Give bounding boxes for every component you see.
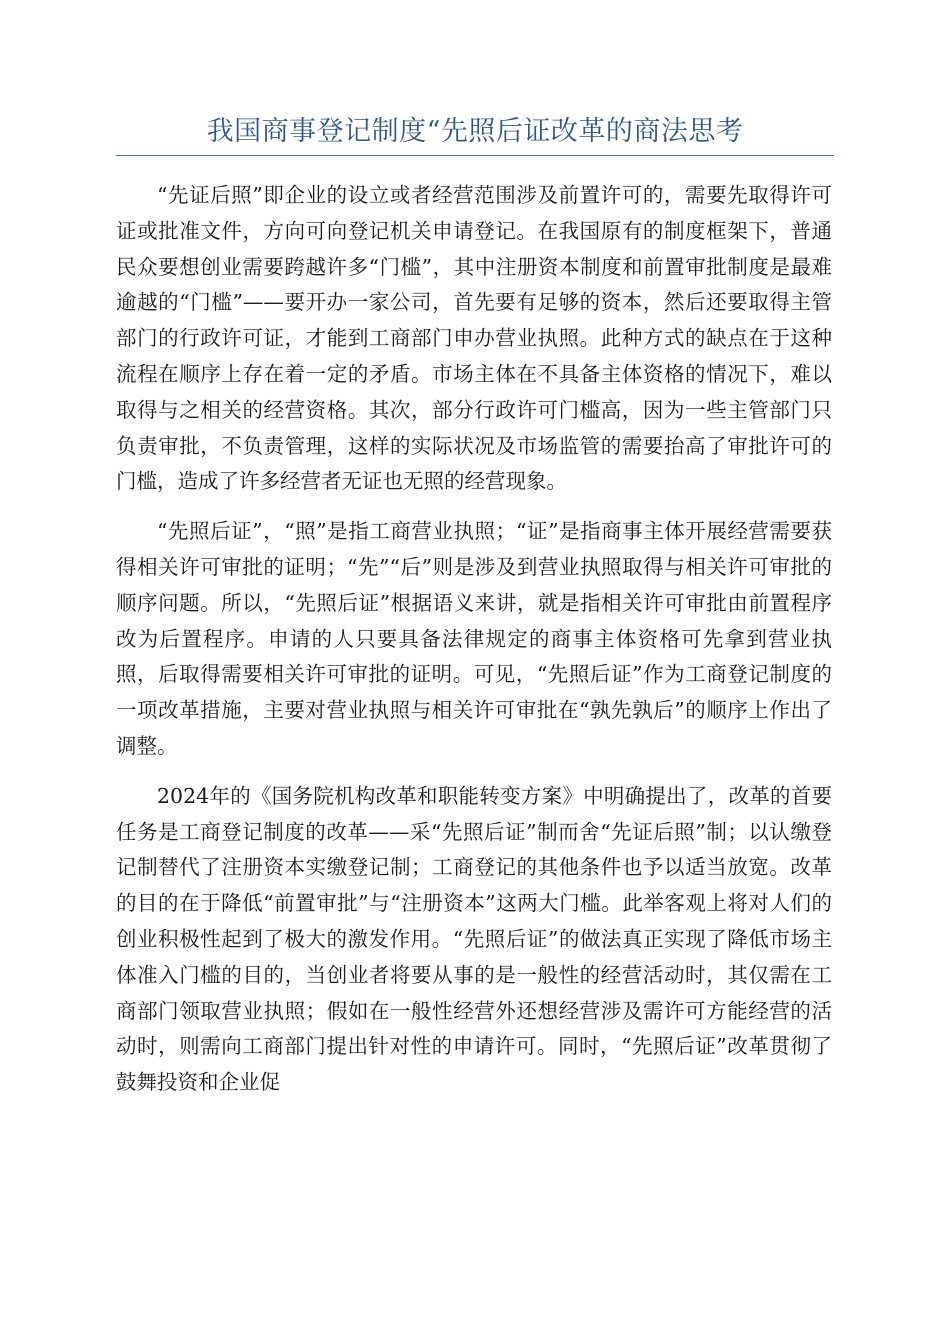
title-underline (116, 155, 834, 156)
paragraph-1: “先证后照”即企业的设立或者经营范围涉及前置许可的，需要先取得许可证或批准文件，方向可向登记机关申请登记。在我国原有的制度框架下，普通民众要想创业需要跨越许多“门槛”，其中注册资本制度和前置审批制度是最难逾越的“门槛”——要开办一家公司，首先要有足够的资本，然后还要取得主管部门的行政许可证，才能到工商部门申办营业执照。此种方式的缺点在于这种流程在顺序上存在着一定的矛盾。市场主体在不具备主体资格的情况下，难以取得与之相关的经营资格。其次，部分行政许可门槛高，因为一些主管部门只负责审批，不负责管理，这样的实际状况及市场监管的需要抬高了审批许可的门槛，造成了许多经营者无证也无照的经营现象。 (116, 183, 832, 494)
document-title: 我国商事登记制度“先照后证改革的商法思考 (206, 116, 744, 147)
paragraph-3: 2024年的《国务院机构改革和职能转变方案》中明确提出了，改革的首要任务是工商登记制度的改革——采“先照后证”制而舍“先证后照”制；以认缴登记制替代了注册资本实缴登记制；工商登记的其他条件也予以适当放宽。改革的目的在于降低“前置审批”与“注册资本”这两大门槛。此举客观上将对人们的创业积极性起到了极大的激发作用。“先照后证”的做法真正实现了降低市场主体准入门槛的目的，当创业者将要从事的是一般性的经营活动时，其仅需在工商部门领取营业执照；假如在一般性经营外还想经营涉及需许可方能经营的活动时，则需向工商部门提出针对性的申请许可。同时，“先照后证”改革贯彻了鼓舞投资和企业促 (116, 783, 832, 1095)
document-body (116, 178, 832, 1115)
paragraph-2: “先照后证”，“照”是指工商营业执照；“证”是指商事主体开展经营需要获得相关许可审批的证明；“先”“后”则是涉及到营业执照取得与相关许可审批的顺序问题。所以，“先照后证”根据语义来讲，就是指相关许可审批由前置程序改为后置程序。申请的人只要具备法律规定的商事主体资格可先拿到营业执照，后取得需要相关许可审批的证明。可见，“先照后证”作为工商登记制度的一项改革措施，主要对营业执照与相关许可审批在“孰先孰后”的顺序上作出了调整。 (116, 519, 832, 758)
